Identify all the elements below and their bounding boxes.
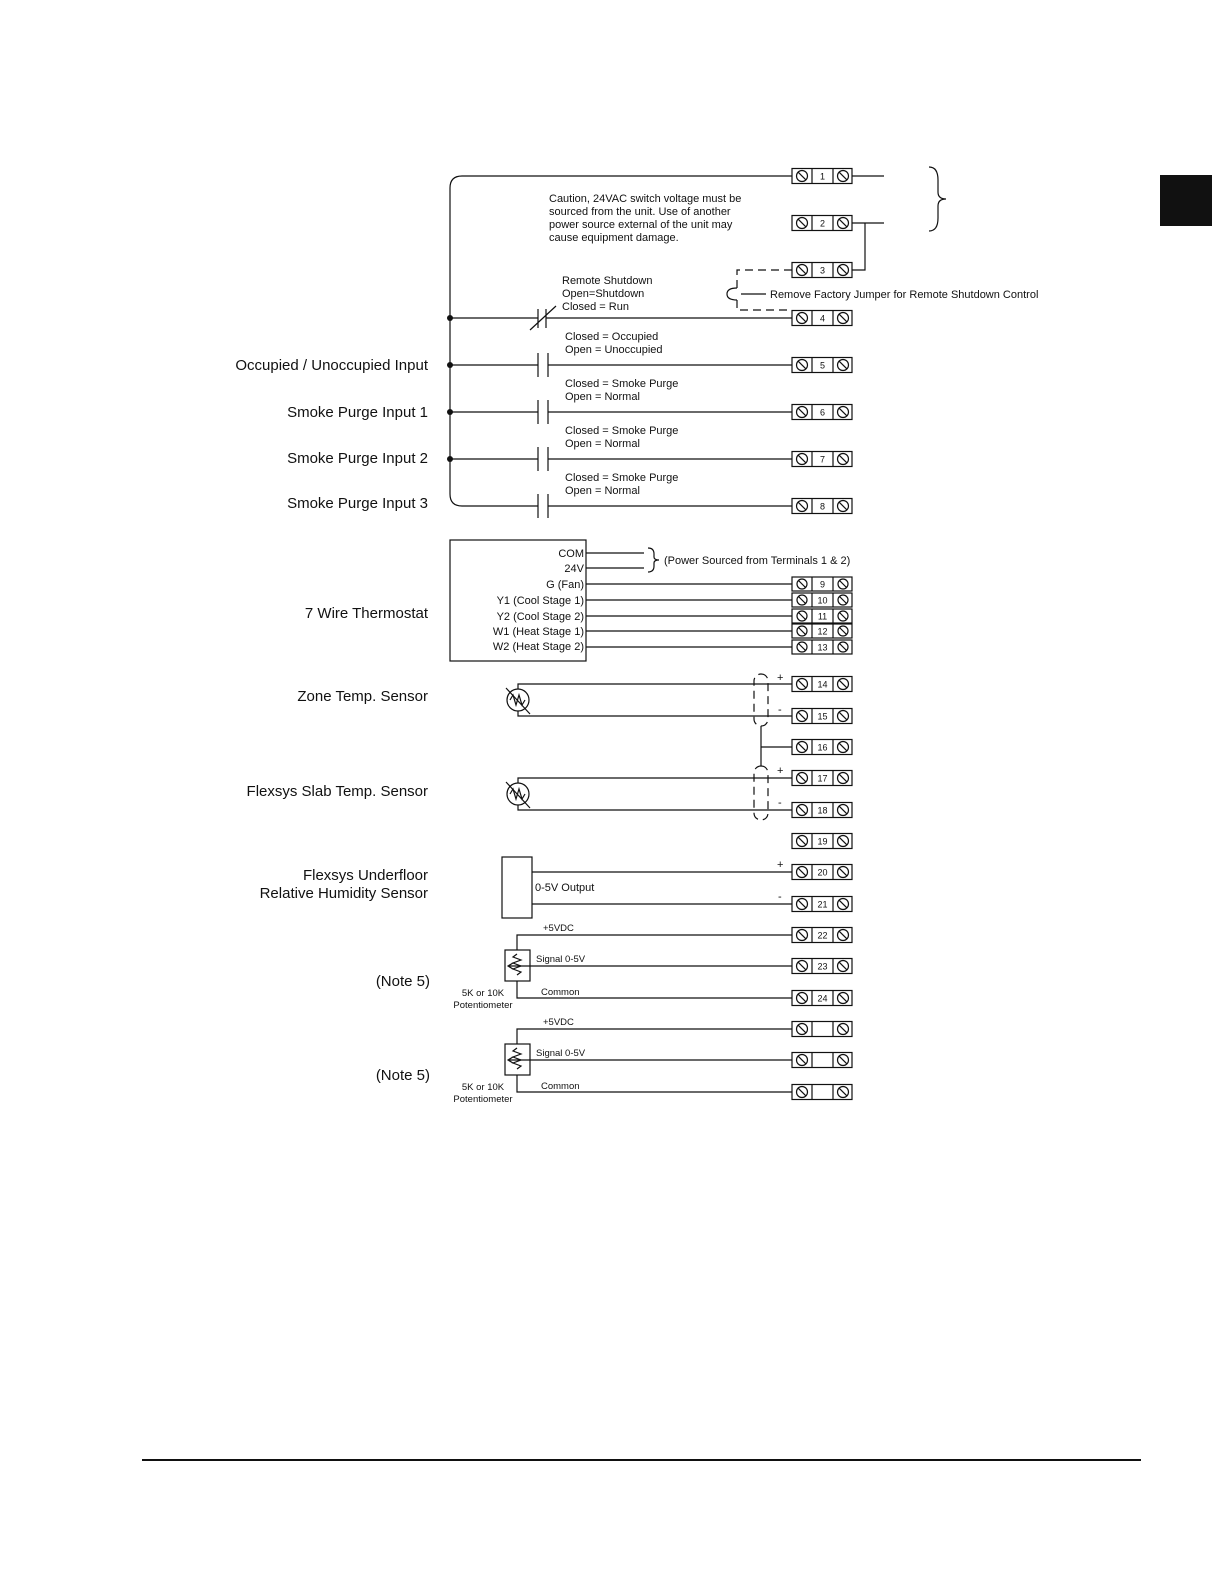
label-thermostat: 7 Wire Thermostat	[304, 605, 428, 622]
terminal-2	[792, 216, 852, 231]
tstat-y2: Y2 (Cool Stage 2)	[496, 611, 584, 623]
terminal-number: 14	[817, 679, 828, 690]
terminal-number: 1	[819, 171, 826, 182]
terminal-number: 9	[819, 579, 826, 590]
label-occupied-input: Occupied / Unoccupied Input	[235, 357, 428, 374]
tstat-power-wires	[586, 553, 644, 568]
remote-shutdown-title: Remote Shutdown	[562, 275, 653, 287]
terminal-9	[792, 577, 852, 591]
terminal-number: 19	[817, 836, 828, 847]
terminal-13	[792, 640, 852, 654]
pot1-value: 5K or 10K	[461, 988, 505, 999]
rh-output-label: 0-5V Output	[535, 882, 595, 894]
slab-sensor-wires	[518, 778, 792, 810]
smoke1-open: Open = Normal	[565, 391, 640, 403]
terminal-7	[792, 452, 852, 467]
terminal-blank-2	[792, 1053, 852, 1068]
smoke3-open: Open = Normal	[565, 485, 640, 497]
occupied-open: Open = Unoccupied	[565, 344, 663, 356]
terminal-3	[792, 263, 852, 278]
pot2-common: Common	[541, 1081, 580, 1092]
terminal-number: 22	[817, 930, 828, 941]
terminal-11	[792, 609, 852, 623]
caution-line-4: cause equipment damage.	[549, 232, 679, 244]
smoke3-contact	[538, 494, 792, 518]
terminal-number: 18	[817, 805, 828, 816]
smoke3-closed: Closed = Smoke Purge	[565, 472, 679, 484]
terminal-21	[792, 897, 852, 912]
terminal-24	[792, 991, 852, 1006]
terminal-number: 21	[817, 899, 828, 910]
terminal-number: 8	[819, 501, 826, 512]
terminal-number: 7	[819, 454, 826, 465]
remote-shutdown-open: Open=Shutdown	[562, 288, 645, 300]
terminal-17	[792, 771, 852, 786]
tstat-w2: W2 (Heat Stage 2)	[492, 641, 584, 653]
terminal-4	[792, 311, 852, 326]
rh-plus: +	[777, 859, 784, 871]
terminal-number: 4	[819, 313, 826, 324]
terminal-23	[792, 959, 852, 974]
smoke1-closed: Closed = Smoke Purge	[565, 378, 679, 390]
zone-sensor-wires	[518, 684, 792, 716]
pot1-name: Potentiometer	[453, 1000, 513, 1011]
label-rh-sensor-1: Flexsys Underfloor	[302, 867, 428, 884]
terminal-number: 24	[817, 993, 828, 1004]
zone-shield	[754, 674, 768, 726]
smoke2-open: Open = Normal	[565, 438, 640, 450]
pot1-common: Common	[541, 987, 580, 998]
pot1-supply: +5VDC	[543, 923, 574, 934]
smoke2-closed: Closed = Smoke Purge	[565, 425, 679, 437]
caution-line-2: sourced from the unit. Use of another	[549, 206, 731, 218]
terminal-number: 23	[817, 961, 828, 972]
terminal-number: 11	[817, 611, 828, 622]
terminal-20	[792, 865, 852, 880]
power-brace	[648, 548, 659, 572]
label-rh-sensor-2: Relative Humidity Sensor	[259, 885, 428, 902]
slab-minus: -	[778, 797, 782, 809]
slab-sensor-thermistor-icon	[506, 782, 530, 808]
tstat-signal-wires	[586, 584, 792, 647]
terminal-14	[792, 677, 852, 692]
smoke1-contact	[450, 400, 792, 424]
terminal-19	[792, 834, 852, 849]
terminal-number: 5	[819, 360, 826, 371]
slab-plus: +	[777, 765, 784, 777]
pot2-name: Potentiometer	[453, 1094, 513, 1105]
rh-minus: -	[778, 891, 782, 903]
terminal-number: 17	[817, 773, 828, 784]
label-smoke-purge-2: Smoke Purge Input 2	[287, 450, 428, 467]
terminal-number: 12	[817, 626, 828, 637]
pot1-signal: Signal 0-5V	[536, 954, 586, 965]
label-smoke-purge-3: Smoke Purge Input 3	[287, 495, 428, 512]
tstat-g-fan: G (Fan)	[546, 579, 584, 591]
terminal-12	[792, 624, 852, 638]
rh-sensor-box	[502, 857, 532, 918]
terminal-6	[792, 405, 852, 420]
pot2-signal: Signal 0-5V	[536, 1048, 586, 1059]
terminal-10	[792, 593, 852, 607]
remote-shutdown-closed: Closed = Run	[562, 301, 629, 313]
zone-sensor-thermistor-icon	[506, 688, 530, 714]
terminal-22	[792, 928, 852, 943]
terminal-15	[792, 709, 852, 724]
power-note: (Power Sourced from Terminals 1 & 2)	[664, 555, 851, 567]
terminal-16	[792, 740, 852, 755]
terminal-18	[792, 803, 852, 818]
occupied-contact	[450, 353, 792, 377]
slab-shield	[754, 766, 768, 820]
caution-line-1: Caution, 24VAC switch voltage must be	[549, 193, 742, 205]
terminal-blank-3	[792, 1085, 852, 1100]
label-note5-b: (Note 5)	[375, 1067, 430, 1084]
pot2-supply: +5VDC	[543, 1017, 574, 1028]
label-slab-sensor: Flexsys Slab Temp. Sensor	[246, 783, 428, 800]
terminal-8	[792, 499, 852, 514]
terminal-number: 15	[817, 711, 828, 722]
terminal-5	[792, 358, 852, 373]
zone-plus: +	[777, 672, 784, 684]
tstat-y1: Y1 (Cool Stage 1)	[496, 595, 584, 607]
terminal-number: 2	[819, 218, 826, 229]
tstat-24v: 24V	[564, 563, 584, 575]
occupied-closed: Closed = Occupied	[565, 331, 659, 343]
shield-drain-wire	[761, 726, 792, 766]
terminal-number: 6	[819, 407, 826, 418]
tstat-com: COM	[558, 548, 584, 560]
terminal-1-2-3-link	[852, 176, 884, 270]
zone-minus: -	[778, 704, 782, 716]
terminal-number: 3	[819, 265, 826, 276]
terminal-number: 13	[817, 642, 828, 653]
jumper-note: Remove Factory Jumper for Remote Shutdown Control	[770, 289, 1039, 301]
label-zone-sensor: Zone Temp. Sensor	[297, 688, 428, 705]
smoke2-contact	[450, 447, 792, 471]
terminal-1	[792, 169, 852, 184]
caution-line-3: power source external of the unit may	[549, 219, 733, 231]
jumper-cut-mark	[727, 288, 737, 300]
label-smoke-purge-1: Smoke Purge Input 1	[287, 404, 428, 421]
terminal-number: 16	[817, 742, 828, 753]
brace-top	[929, 167, 946, 231]
terminal-number: 20	[817, 867, 828, 878]
tstat-w1: W1 (Heat Stage 1)	[492, 626, 584, 638]
terminal-number: 10	[817, 595, 828, 606]
label-note5-a: (Note 5)	[375, 973, 430, 990]
terminal-strip	[792, 169, 852, 1100]
pot2-value: 5K or 10K	[461, 1082, 505, 1093]
terminal-blank-1	[792, 1022, 852, 1037]
